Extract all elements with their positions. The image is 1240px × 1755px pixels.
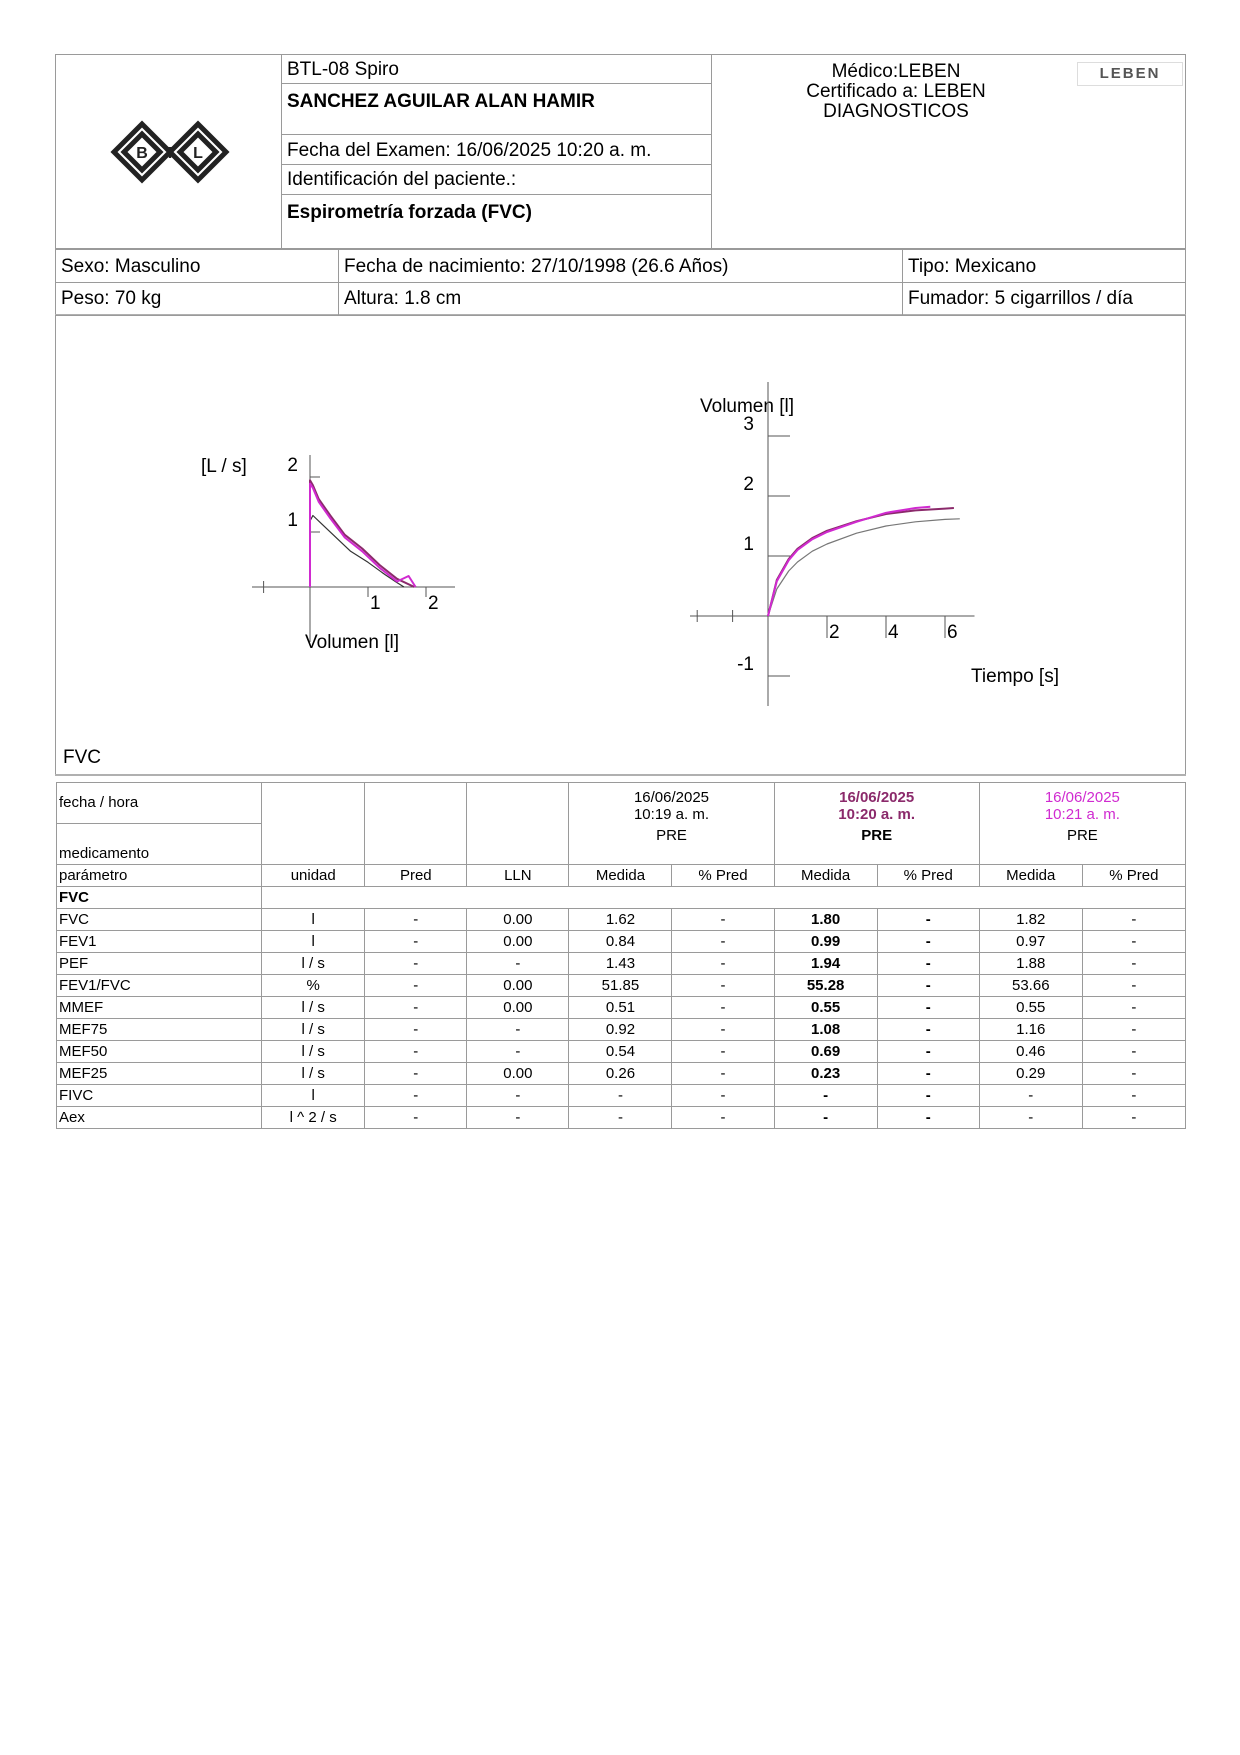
table-cell: 0.69: [774, 1041, 877, 1063]
table-cell: -: [1082, 909, 1185, 931]
column-header-row: [57, 865, 1186, 887]
table-cell: 0.46: [979, 1041, 1082, 1063]
table-cell: 1.82: [979, 909, 1082, 931]
table-cell: %: [262, 975, 365, 997]
table-cell: 0.54: [569, 1041, 672, 1063]
table-cell: l / s: [262, 997, 365, 1019]
table-cell: 1.08: [774, 1019, 877, 1041]
table-cell: l / s: [262, 953, 365, 975]
volume-time-ylabel: Volumen [l]: [700, 396, 794, 417]
series-line-3: [310, 484, 416, 587]
series-line-2: [310, 480, 414, 587]
table-cell: 1.43: [569, 953, 672, 975]
column-header: % Pred: [877, 865, 979, 887]
table-cell: 0.99: [774, 931, 877, 953]
series-line-2: [768, 508, 954, 616]
flow-volume-xlabel: Volumen [l]: [305, 632, 399, 653]
table-cell: 1.94: [774, 953, 877, 975]
table-cell: 0.97: [979, 931, 1082, 953]
table-cell: -: [979, 1085, 1082, 1107]
table-cell: -: [1082, 1107, 1185, 1129]
table-cell: 0.55: [774, 997, 877, 1019]
test-3-header: 16/06/2025 10:21 a. m. PRE: [979, 783, 1185, 865]
table-cell: -: [1082, 1019, 1185, 1041]
y-tick-label: 1: [287, 510, 298, 531]
table-cell: l / s: [262, 1063, 365, 1085]
table-cell: -: [1082, 1085, 1185, 1107]
table-cell: 0.29: [979, 1063, 1082, 1085]
device-name: BTL-08 Spiro: [287, 59, 399, 80]
table-cell: FVC: [57, 909, 262, 931]
table-cell: -: [774, 1107, 877, 1129]
table-cell: PEF: [57, 953, 262, 975]
table-cell: -: [877, 997, 979, 1019]
y-tick-label: 3: [743, 414, 754, 435]
table-cell: l: [262, 1085, 365, 1107]
table-cell: 1.80: [774, 909, 877, 931]
table-cell: 0.26: [569, 1063, 672, 1085]
column-header: Medida: [774, 865, 877, 887]
column-header: % Pred: [672, 865, 774, 887]
table-cell: -: [672, 1063, 774, 1085]
table-cell: -: [1082, 1063, 1185, 1085]
table-cell: -: [672, 975, 774, 997]
patient-type: Tipo: Mexicano: [908, 256, 1037, 277]
doctor-block: [711, 62, 1081, 122]
x-tick-label: 2: [829, 622, 840, 643]
table-cell: -: [365, 931, 467, 953]
table-cell: -: [365, 1063, 467, 1085]
table-cell: -: [365, 1107, 467, 1129]
table-cell: -: [365, 909, 467, 931]
patient-smoker: Fumador: 5 cigarrillos / día: [908, 288, 1133, 309]
table-cell: MEF50: [57, 1041, 262, 1063]
table-cell: -: [877, 1107, 979, 1129]
table-cell: -: [1082, 953, 1185, 975]
table-cell: -: [877, 1041, 979, 1063]
table-cell: -: [365, 1041, 467, 1063]
table-cell: -: [672, 909, 774, 931]
column-header: Pred: [365, 865, 467, 887]
table-cell: -: [877, 931, 979, 953]
x-tick-label: 6: [947, 622, 958, 643]
table-cell: 1.16: [979, 1019, 1082, 1041]
table-cell: MEF75: [57, 1019, 262, 1041]
patient-weight: Peso: 70 kg: [61, 288, 162, 309]
table-cell: -: [672, 1107, 774, 1129]
svg-text:T: T: [165, 145, 175, 162]
doctor-name: Médico:LEBEN: [831, 61, 961, 82]
column-header: LLN: [467, 865, 569, 887]
x-tick-label: 2: [428, 593, 439, 614]
table-cell: 0.55: [979, 997, 1082, 1019]
table-row: [57, 997, 1186, 1019]
table-cell: l / s: [262, 1019, 365, 1041]
table-row: [57, 1107, 1186, 1129]
table-cell: -: [467, 1041, 569, 1063]
table-cell: 0.00: [467, 931, 569, 953]
table-cell: 0.00: [467, 975, 569, 997]
table-cell: -: [672, 997, 774, 1019]
y-tick-label: 2: [287, 455, 298, 476]
test-type: Espirometría forzada (FVC): [287, 202, 532, 223]
svg-text:L: L: [193, 145, 203, 162]
leben-logo-text: LEBEN: [1099, 65, 1161, 82]
results-table: [56, 782, 1186, 1129]
group-label: FVC: [57, 887, 262, 909]
table-cell: -: [467, 953, 569, 975]
group-row: [57, 887, 1186, 909]
table-cell: 1.88: [979, 953, 1082, 975]
x-tick-label: 1: [370, 593, 381, 614]
patient-id: Identificación del paciente.:: [287, 169, 517, 190]
table-cell: -: [1082, 931, 1185, 953]
volume-time-xlabel: Tiempo [s]: [971, 666, 1059, 687]
column-header: Medida: [979, 865, 1082, 887]
table-cell: -: [365, 1019, 467, 1041]
table-cell: -: [877, 975, 979, 997]
table-cell: 0.84: [569, 931, 672, 953]
fecha-hora-label: fecha / hora: [57, 783, 262, 824]
table-row: [57, 1041, 1186, 1063]
table-cell: -: [672, 1041, 774, 1063]
table-cell: l: [262, 931, 365, 953]
table-cell: FIVC: [57, 1085, 262, 1107]
y-tick-label: -1: [737, 654, 754, 675]
table-cell: 55.28: [774, 975, 877, 997]
table-cell: -: [979, 1107, 1082, 1129]
table-cell: -: [365, 997, 467, 1019]
patient-sex: Sexo: Masculino: [61, 256, 201, 277]
table-row: [57, 1063, 1186, 1085]
certified-line-1: Certificado a: LEBEN: [806, 81, 986, 102]
table-cell: -: [877, 909, 979, 931]
test-1-header: 16/06/2025 10:19 a. m. PRE: [569, 783, 774, 865]
table-cell: 1.62: [569, 909, 672, 931]
y-tick-label: 1: [743, 534, 754, 555]
y-tick-label: 2: [743, 474, 754, 495]
table-cell: -: [467, 1085, 569, 1107]
table-cell: -: [467, 1019, 569, 1041]
svg-text:B: B: [136, 145, 148, 162]
table-cell: -: [877, 1063, 979, 1085]
column-header: unidad: [262, 865, 365, 887]
exam-date: Fecha del Examen: 16/06/2025 10:20 a. m.: [287, 140, 652, 161]
column-header: Medida: [569, 865, 672, 887]
section-label: FVC: [63, 747, 101, 768]
x-tick-label: 4: [888, 622, 899, 643]
table-cell: -: [877, 1085, 979, 1107]
table-row: [57, 1085, 1186, 1107]
patient-birth: Fecha de nacimiento: 27/10/1998 (26.6 Años): [344, 256, 729, 277]
table-cell: Aex: [57, 1107, 262, 1129]
table-cell: -: [672, 953, 774, 975]
column-header: % Pred: [1082, 865, 1185, 887]
table-row: [57, 975, 1186, 997]
table-cell: -: [365, 953, 467, 975]
table-cell: FEV1/FVC: [57, 975, 262, 997]
table-cell: -: [365, 1085, 467, 1107]
column-header: parámetro: [57, 865, 262, 887]
volume-time-chart: [690, 380, 1080, 715]
flow-volume-chart: [190, 430, 490, 660]
table-row: [57, 931, 1186, 953]
table-cell: -: [365, 975, 467, 997]
table-cell: 0.51: [569, 997, 672, 1019]
table-cell: l: [262, 909, 365, 931]
table-cell: -: [569, 1085, 672, 1107]
table-cell: 0.00: [467, 997, 569, 1019]
table-cell: -: [467, 1107, 569, 1129]
table-cell: l / s: [262, 1041, 365, 1063]
table-cell: -: [1082, 975, 1185, 997]
medicamento-label: medicamento: [57, 824, 262, 865]
flow-volume-ylabel: [L / s]: [201, 456, 247, 477]
table-cell: -: [672, 931, 774, 953]
table-cell: 51.85: [569, 975, 672, 997]
series-line-1: [768, 519, 960, 616]
table-cell: -: [1082, 997, 1185, 1019]
table-cell: -: [877, 953, 979, 975]
table-row: [57, 909, 1186, 931]
test-2-header: 16/06/2025 10:20 a. m. PRE: [774, 783, 979, 865]
table-cell: 0.23: [774, 1063, 877, 1085]
table-cell: MMEF: [57, 997, 262, 1019]
table-cell: -: [672, 1085, 774, 1107]
table-cell: FEV1: [57, 931, 262, 953]
table-row: [57, 953, 1186, 975]
table-cell: l ^ 2 / s: [262, 1107, 365, 1129]
table-cell: 0.00: [467, 909, 569, 931]
certified-line-2: DIAGNOSTICOS: [823, 101, 969, 122]
table-cell: -: [569, 1107, 672, 1129]
table-cell: -: [877, 1019, 979, 1041]
patient-name: SANCHEZ AGUILAR ALAN HAMIR: [287, 91, 595, 112]
table-cell: 0.00: [467, 1063, 569, 1085]
btl-logo: [110, 120, 230, 184]
patient-height: Altura: 1.8 cm: [344, 288, 462, 309]
table-cell: 53.66: [979, 975, 1082, 997]
leben-logo: [1077, 62, 1183, 86]
table-row: [57, 1019, 1186, 1041]
table-cell: 0.92: [569, 1019, 672, 1041]
table-cell: -: [774, 1085, 877, 1107]
table-cell: MEF25: [57, 1063, 262, 1085]
table-cell: -: [1082, 1041, 1185, 1063]
table-cell: -: [672, 1019, 774, 1041]
